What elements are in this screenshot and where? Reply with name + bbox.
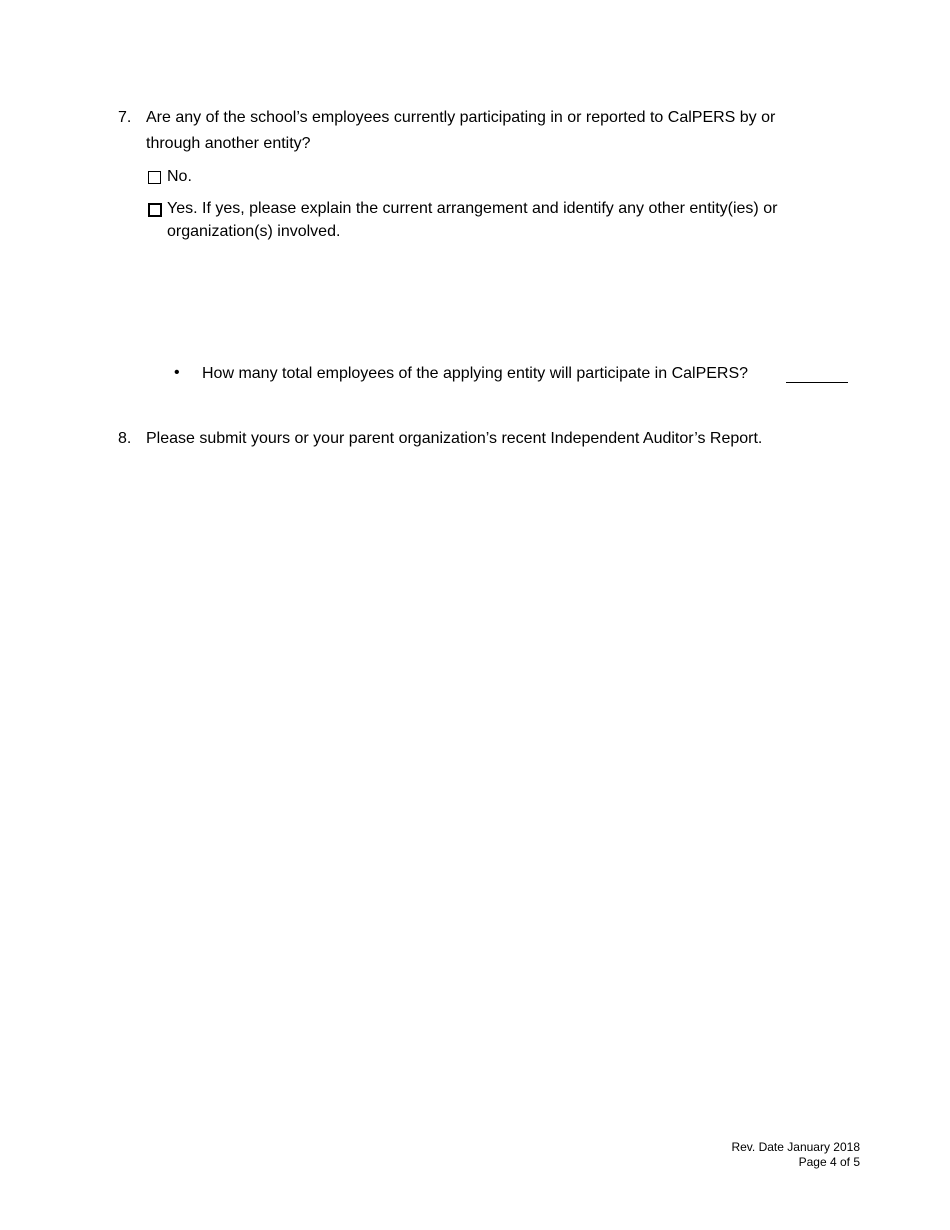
yes-checkbox[interactable]	[148, 203, 162, 217]
question-7-text-line2: through another entity?	[146, 135, 311, 152]
yes-option-label-line2: organization(s) involved.	[167, 223, 341, 240]
employee-count-question: How many total employees of the applying entity will participate in CalPERS?	[202, 365, 749, 382]
yes-option-label-line1: Yes. If yes, please explain the current arrangement and identify any other entity(ies) or	[167, 200, 778, 217]
employee-count-input[interactable]	[786, 382, 848, 383]
footer-rev-date: Rev. Date January 2018	[731, 1140, 860, 1154]
question-8-number: 8.	[118, 430, 132, 447]
no-checkbox[interactable]	[148, 171, 161, 184]
question-7-text-line1: Are any of the school’s employees currently participating in or reported to CalPERS by or	[146, 109, 776, 126]
question-8-text: Please submit yours or your parent organization’s recent Independent Auditor’s Report.	[146, 430, 763, 447]
bullet-icon: •	[174, 364, 180, 381]
footer-page-number: Page 4 of 5	[798, 1155, 860, 1169]
question-7-number: 7.	[118, 109, 132, 126]
no-option-label: No.	[167, 168, 192, 185]
